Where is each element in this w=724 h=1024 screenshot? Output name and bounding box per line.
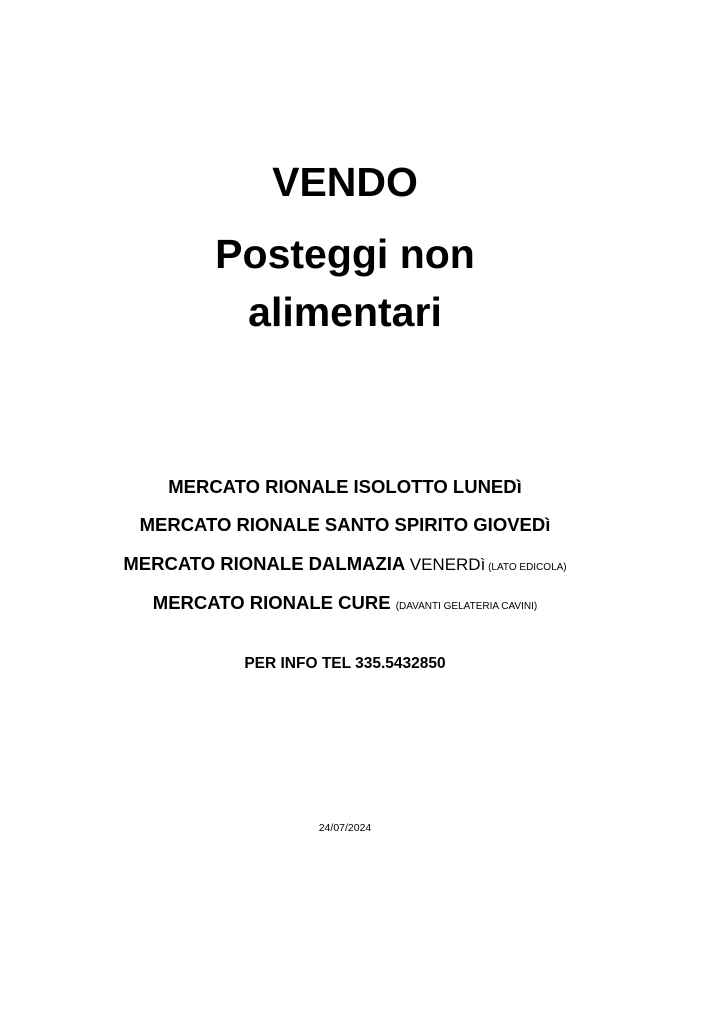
contact-info: PER INFO TEL 335.5432850	[244, 655, 446, 672]
headline-title: VENDO	[272, 159, 418, 205]
market-day: VENERDì	[409, 555, 486, 574]
market-note: (LATO EDICOLA)	[485, 562, 567, 573]
headline-line-1: Posteggi non	[215, 231, 475, 277]
market-line-santo-spirito	[0, 513, 690, 537]
market-day: GIOVEDì	[473, 514, 551, 535]
market-name: MERCATO RIONALE CURE	[152, 592, 396, 613]
market-name: MERCATO RIONALE SANTO SPIRITO	[139, 514, 474, 535]
market-name: MERCATO RIONALE ISOLOTTO	[168, 476, 453, 497]
market-name: MERCATO RIONALE DALMAZIA	[123, 553, 410, 574]
headline-line-2: alimentari	[248, 289, 442, 335]
market-line-dalmazia	[0, 552, 690, 580]
document-date: 24/07/2024	[318, 822, 372, 834]
market-note: (DAVANTI GELATERIA CAVINI)	[395, 601, 538, 612]
market-line-isolotto	[0, 475, 690, 499]
market-line-cure	[0, 591, 690, 619]
market-day: LUNEDì	[452, 476, 522, 497]
